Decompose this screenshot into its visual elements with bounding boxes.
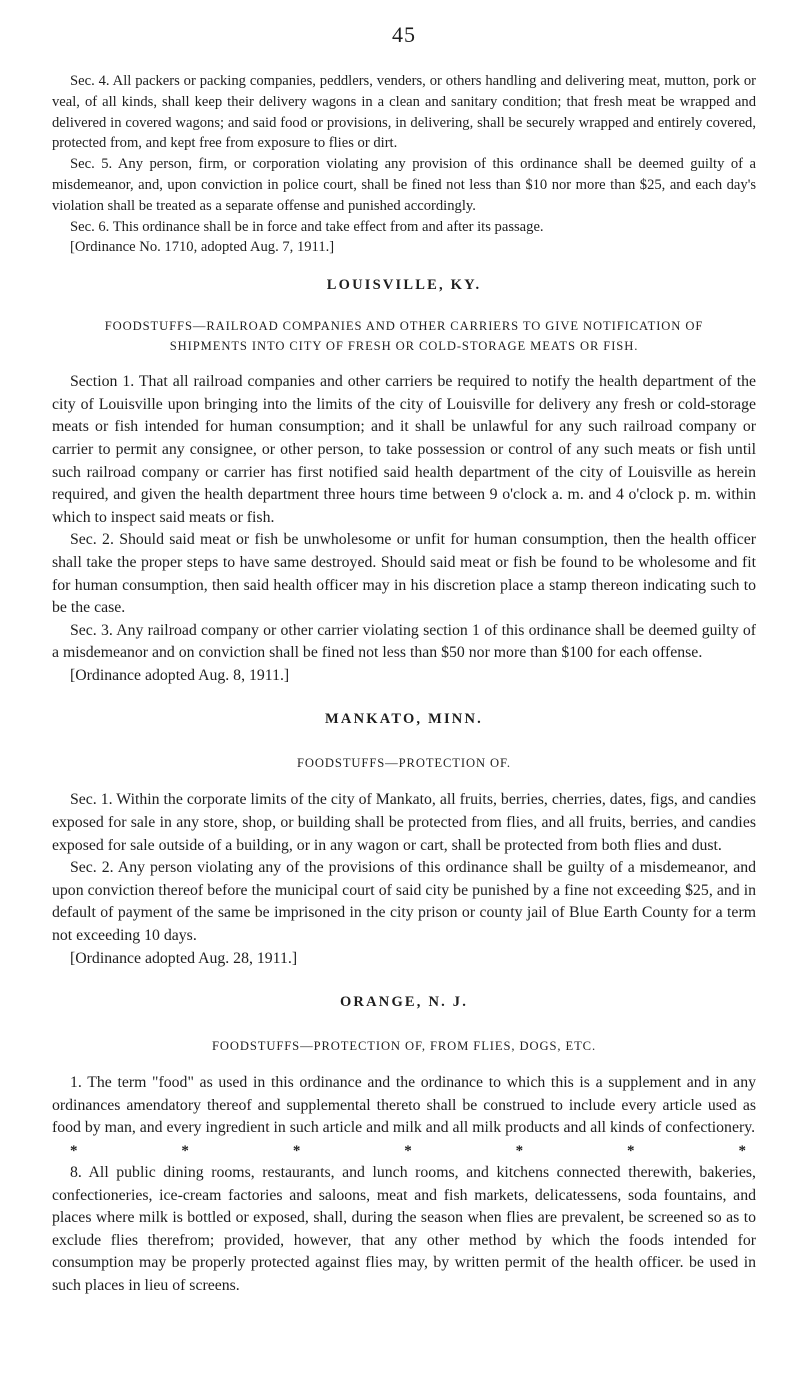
asterisk: * [738,1143,746,1160]
asterisk: * [404,1143,412,1160]
ordinance-subject: FOODSTUFFS—PROTECTION OF. [297,756,511,771]
city-heading: LOUISVILLE, KY. [326,277,482,294]
asterisk: * [515,1143,524,1160]
section-paragraph: Section 1. That all railroad companies and other carriers be required to notify the health department of the city of Louisville upon bringing into the limits of the city of Louisville for delivery any fresh or cold-storage meats or fish intended for human consumption; and it shall be unlawful for any such railroad company or carrier to permit any consignee, or other person, to take possession or control of any such meats or fish until such railroad company or carrier has first notified said health department of the city of Louisville as herein required, and given the health department three hours time between 9 o'clock a. m. and 4 o'clock p. m. within which to inspect said meats or fish. [52,373,756,526]
omission-asterisks [52,1140,756,1162]
ordinance-citation: [Ordinance No. 1710, adopted Aug. 7, 1911.] [70,239,335,256]
section-paragraph: Sec. 3. Any railroad company or other carrier violating section 1 of this ordinance shall be deemed guilty of a misdemeanor and on conviction shall be fined not less than $50 nor more than $100 for each offense. [52,621,756,662]
city-heading: ORANGE, N. J. [339,994,469,1011]
city-heading: MANKATO, MINN. [325,711,483,728]
ordinance-subject: FOODSTUFFS—PROTECTION OF, FROM FLIES, DOGS, ETC. [211,1039,597,1054]
asterisk: * [181,1143,189,1160]
document-page [52,0,756,1298]
section-paragraph: 8. All public dining rooms, restaurants, and lunch rooms, and kitchens connected therewith, bakeries, confectioneries, ice-cream factories and saloons, meat and fish markets, delicatessens, soda fountains, and places where milk is bottled or exposed, shall, during the season when flies are prevalent, be screened so as to exclude flies therefrom; provided, however, that any other method by which the foods intended for consumption may be properly protected against flies may, by written permit of the health officer. be used in such places in lieu of screens. [52,1164,756,1294]
asterisk: * [70,1143,78,1160]
ordinance-citation: [Ordinance adopted Aug. 28, 1911.] [70,949,298,967]
orange-section [52,994,756,1297]
section-paragraph: 1. The term "food" as used in this ordinance and the ordinance to which this is a supplement and in any ordinances amendatory thereof and supplemental thereto shall be construed to include every article used as food by man, and every ingredient in such article and milk and all milk products and all kinds of confectionery. [52,1074,756,1137]
section-paragraph: Sec. 6. This ordinance shall be in force and take effect from and after its passage. [70,218,544,235]
section-paragraph: Sec. 1. Within the corporate limits of the city of Mankato, all fruits, berries, cherries, dates, figs, and candies exposed for sale in any store, shop, or building shall be protected from flies, and all fruits, berries, and candies exposed for sale outside of a building, or in any wagon or cart, shall be protected from both flies and dust. [52,791,756,854]
asterisk: * [292,1143,301,1160]
louisville-section [52,277,756,687]
section-paragraph: Sec. 2. Any person violating any of the provisions of this ordinance shall be guilty of a misdemeanor, and upon conviction thereof before the municipal court of said city be punished by a fine not exceeding $25, and in default of payment of the same be imprisoned in the city prison or county jail of Blue Earth County for a term not exceeding 10 days. [52,859,756,945]
previous-ordinance-section [52,71,756,258]
page-number: 45 [392,22,416,47]
asterisk: * [627,1143,635,1160]
ordinance-citation: [Ordinance adopted Aug. 8, 1911.] [70,666,290,684]
mankato-section [52,711,756,970]
section-paragraph: Sec. 4. All packers or packing companies, peddlers, venders, or others handling and delivering meat, mutton, pork or veal, of all kinds, shall keep their delivery wagons in a clean and sanitary condition; that fresh meat be wrapped and delivered in covered wagons; and said food or provisions, in delivering, shall be securely wrapped and entirely covered, protected from, and kept free from exposure to flies or dirt. [52,73,756,152]
section-paragraph: Sec. 5. Any person, firm, or corporation violating any provision of this ordinance shall be deemed guilty of a misdemeanor, and, upon conviction in police court, shall be fined not less than $10 nor more than $25, and each day's violation shall be treated as a separate offense and punished accordingly. [52,156,756,214]
ordinance-subject: FOODSTUFFS—RAILROAD COMPANIES AND OTHER CARRIERS TO GIVE NOTIFICATION OF SHIPMENTS INTO CITY OF FRESH OR COLD-STORAGE MEATS OR FISH. [104,319,704,354]
section-paragraph: Sec. 2. Should said meat or fish be unwholesome or unfit for human consumption, then the health officer shall take the proper steps to have same destroyed. Should said meat or fish be found to be wholesome and fit for human consumption, then said health officer may in his discretion place a stamp thereon indicating such to be the case. [52,531,756,617]
